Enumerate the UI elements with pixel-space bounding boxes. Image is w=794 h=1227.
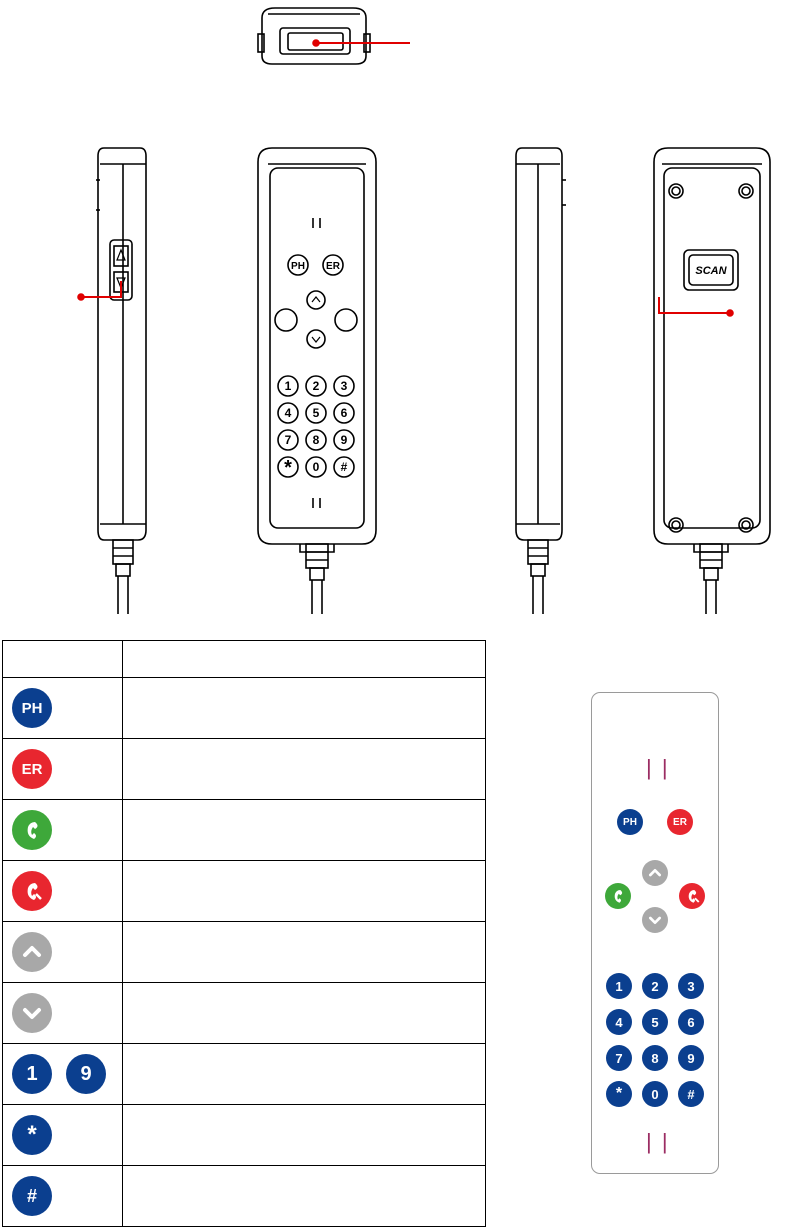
left-side-view	[78, 148, 146, 614]
key-legend-table	[2, 640, 486, 1227]
front-key-label: 7	[284, 433, 292, 447]
top-view	[258, 8, 410, 64]
pad-ph-button: PH	[617, 809, 643, 835]
pad-key-button: #	[678, 1081, 704, 1107]
pad-key-button: 5	[642, 1009, 668, 1035]
pad-key-button: 9	[678, 1045, 704, 1071]
legend-row-call-end	[3, 861, 486, 922]
top-slot-icon: | |	[646, 755, 670, 780]
callout-line-side	[81, 281, 121, 297]
pad-er-button: ER	[667, 809, 693, 835]
pad-key-button: *	[606, 1081, 632, 1107]
front-key-label: 6	[340, 406, 348, 420]
callout-dot-top	[313, 40, 319, 46]
pad-key-button: 7	[606, 1045, 632, 1071]
legend-row-ph	[3, 678, 486, 739]
right-side-view	[516, 148, 566, 614]
legend-row-up	[3, 922, 486, 983]
pad-key-button: 4	[606, 1009, 632, 1035]
front-key-label: #	[340, 460, 348, 474]
front-ph-label: PH	[291, 261, 305, 272]
legend-row-hash	[3, 1166, 486, 1227]
callout-dot-back	[727, 310, 733, 316]
er-icon: ER	[12, 749, 52, 789]
chevron-down-icon	[12, 993, 52, 1033]
pad-call-answer-icon	[605, 883, 631, 909]
scan-button-label: SCAN	[695, 265, 727, 277]
front-key-label: 2	[312, 379, 320, 393]
pad-key-button: 2	[642, 973, 668, 999]
keypad-layout	[591, 692, 719, 1174]
pad-key-button: 6	[678, 1009, 704, 1035]
ph-icon: PH	[12, 688, 52, 728]
pad-down-button	[642, 907, 668, 933]
call-answer-icon	[12, 810, 52, 850]
pad-key-button: 1	[606, 973, 632, 999]
front-key-label: 8	[312, 433, 320, 447]
front-key-label: 1	[284, 379, 292, 393]
front-key-label: 9	[340, 433, 348, 447]
legend-row-star	[3, 1105, 486, 1166]
legend-row-digits	[3, 1044, 486, 1105]
legend-header-key	[3, 641, 123, 678]
callout-dot-side	[78, 294, 84, 300]
front-key-label: 0	[312, 460, 320, 474]
legend-row-er	[3, 739, 486, 800]
legend-header-row	[3, 641, 486, 678]
front-er-label: ER	[326, 261, 340, 272]
callout-line-back	[659, 297, 730, 313]
digit-nine-icon: 9	[66, 1054, 106, 1094]
pad-key-button: 3	[678, 973, 704, 999]
back-view	[654, 148, 770, 614]
front-key-label: 4	[284, 406, 292, 420]
star-key-icon: *	[12, 1115, 52, 1155]
front-up-icon	[312, 297, 320, 302]
front-key-label: *	[284, 457, 292, 479]
digit-one-icon: 1	[12, 1054, 52, 1094]
call-end-icon	[12, 871, 52, 911]
chevron-up-icon	[12, 932, 52, 972]
bottom-slot-icon: | |	[646, 1129, 670, 1154]
legend-row-call-answer	[3, 800, 486, 861]
front-down-icon	[312, 337, 320, 342]
legend-row-down	[3, 983, 486, 1044]
front-key-label: 5	[312, 406, 320, 420]
pad-up-button	[642, 860, 668, 886]
pad-key-button: 0	[642, 1081, 668, 1107]
pad-key-button: 8	[642, 1045, 668, 1071]
hash-key-icon: #	[12, 1176, 52, 1216]
legend-header-description	[123, 641, 486, 678]
front-view	[258, 148, 376, 614]
pad-call-end-icon	[679, 883, 705, 909]
front-key-label: 3	[340, 379, 348, 393]
